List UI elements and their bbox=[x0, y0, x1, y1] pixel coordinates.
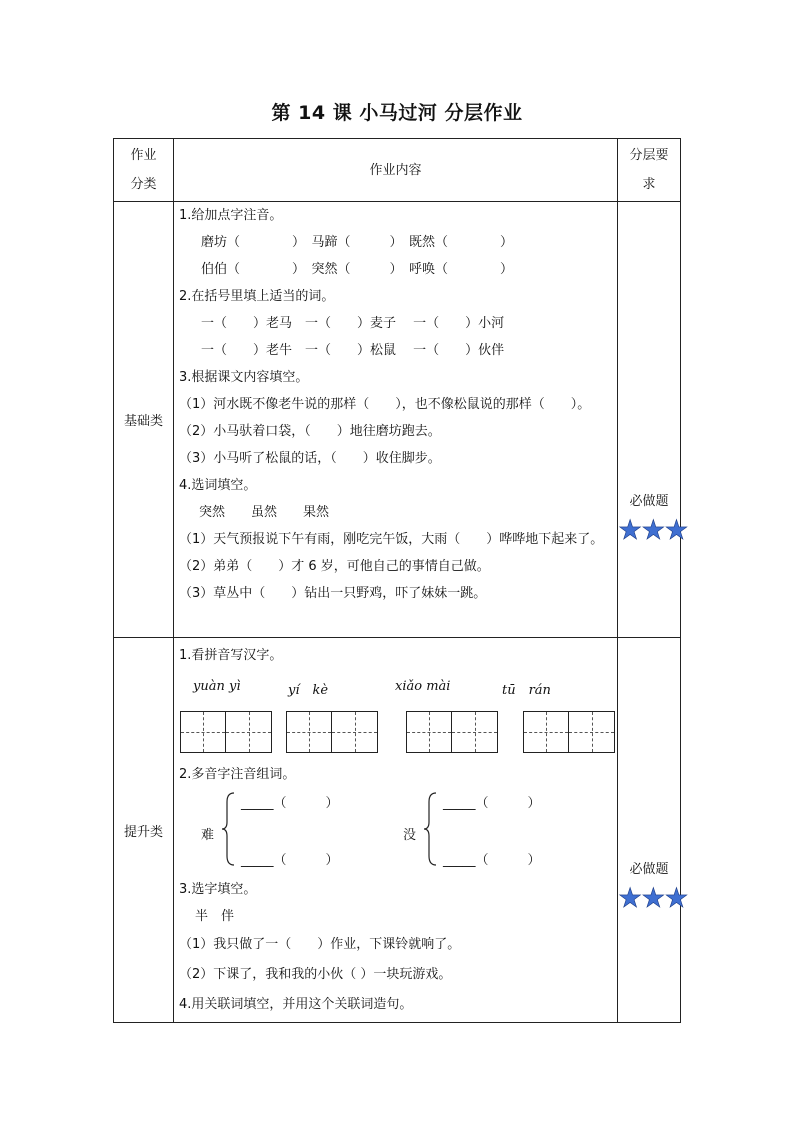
adv-q3-item1: （1）我只做了一（ ）作业，下课铃就响了。 bbox=[179, 937, 461, 952]
q1-line2: 伯伯（ ） 突然（ ） 呼唤（ ） bbox=[201, 262, 514, 277]
adv-q3-heading: 3.选字填空。 bbox=[179, 882, 257, 897]
pinyin-4: tū rán bbox=[502, 683, 551, 698]
brace-left-icon bbox=[221, 792, 235, 866]
homework-table bbox=[113, 138, 688, 1023]
basic-requirement bbox=[618, 202, 688, 638]
q4-item1: （1）天气预报说下午有雨，刚吃完午饭，大雨（ ）哗哗地下起来了。 bbox=[179, 532, 604, 547]
polyphone-char-right: 没 bbox=[403, 828, 417, 843]
header-category-line1: 作业 bbox=[130, 148, 157, 163]
advanced-row bbox=[114, 638, 681, 1023]
basic-star-rating: ★★★ bbox=[618, 515, 688, 546]
q2-line2: 一（ ）老牛 一（ ）松鼠 一（ ）伙伴 bbox=[201, 343, 505, 358]
advanced-category: 提升类 bbox=[114, 638, 174, 1023]
q3-item2: （2）小马驮着口袋，（ ）地往磨坊跑去。 bbox=[179, 424, 441, 439]
writing-box-4[interactable] bbox=[523, 711, 615, 753]
adv-q3-item2: （2）下课了，我和我的小伙（ ）一块玩游戏。 bbox=[179, 967, 452, 982]
page-title: 第 14 课 小马过河 分层作业 bbox=[271, 102, 523, 124]
pinyin-1: yuàn yì bbox=[193, 679, 241, 694]
table-header-row bbox=[114, 139, 681, 202]
advanced-content bbox=[174, 638, 618, 1023]
adv-q2-heading: 2.多音字注音组词。 bbox=[179, 767, 296, 782]
advanced-star-rating: ★★★ bbox=[618, 883, 688, 914]
basic-row bbox=[114, 202, 681, 638]
q2-line1: 一（ ）老马 一（ ）麦子 一（ ）小河 bbox=[201, 316, 505, 331]
basic-category: 基础类 bbox=[114, 202, 174, 638]
q3-heading: 3.根据课文内容填空。 bbox=[179, 370, 309, 385]
writing-box-2[interactable] bbox=[286, 711, 378, 753]
q4-options: 突然 虽然 果然 bbox=[199, 505, 330, 520]
polyphone-right-opt2: _____（ ） bbox=[443, 853, 541, 868]
adv-q1-heading: 1.看拼音写汉字。 bbox=[179, 648, 283, 663]
writing-grid-row bbox=[179, 705, 613, 755]
polyphone-left-opt1: _____（ ） bbox=[241, 796, 339, 811]
q4-item3: （3）草丛中（ ）钻出一只野鸡，吓了妹妹一跳。 bbox=[179, 586, 487, 601]
pinyin-3: xiǎo mài bbox=[395, 679, 451, 694]
q4-heading: 4.选词填空。 bbox=[179, 478, 257, 493]
polyphone-left-opt2: _____（ ） bbox=[241, 853, 339, 868]
basic-content bbox=[174, 202, 618, 638]
writing-box-3[interactable] bbox=[406, 711, 498, 753]
q2-heading: 2.在括号里填上适当的词。 bbox=[179, 289, 335, 304]
header-requirement-line1: 分层要 bbox=[629, 148, 669, 163]
q1-heading: 1.给加点字注音。 bbox=[179, 208, 283, 223]
header-content: 作业内容 bbox=[174, 139, 618, 202]
brace-right-icon bbox=[423, 792, 437, 866]
pinyin-2: yí kè bbox=[288, 683, 329, 698]
basic-requirement-label: 必做题 bbox=[629, 494, 669, 509]
q3-item3: （3）小马听了松鼠的话，（ ）收住脚步。 bbox=[179, 451, 441, 466]
header-requirement bbox=[618, 139, 681, 202]
polyphone-area bbox=[179, 788, 613, 876]
header-category-line2: 分类 bbox=[130, 177, 157, 192]
header-category bbox=[114, 139, 174, 202]
polyphone-char-left: 难 bbox=[201, 828, 215, 843]
advanced-requirement-label: 必做题 bbox=[629, 862, 669, 877]
header-requirement-line2: 求 bbox=[642, 177, 656, 192]
polyphone-right-opt1: _____（ ） bbox=[443, 796, 541, 811]
q3-item1: （1）河水既不像老牛说的那样（ ），也不像松鼠说的那样（ ）。 bbox=[179, 397, 591, 412]
q4-item2: （2）弟弟（ ）才 6 岁，可他自己的事情自己做。 bbox=[179, 559, 490, 574]
adv-q4-heading: 4.用关联词填空，并用这个关联词造句。 bbox=[179, 997, 413, 1012]
advanced-requirement bbox=[618, 638, 688, 1023]
adv-q3-options: 半 伴 bbox=[195, 909, 235, 924]
pinyin-row bbox=[179, 669, 613, 705]
q1-line1: 磨坊（ ） 马蹄（ ） 既然（ ） bbox=[201, 235, 514, 250]
writing-box-1[interactable] bbox=[180, 711, 272, 753]
